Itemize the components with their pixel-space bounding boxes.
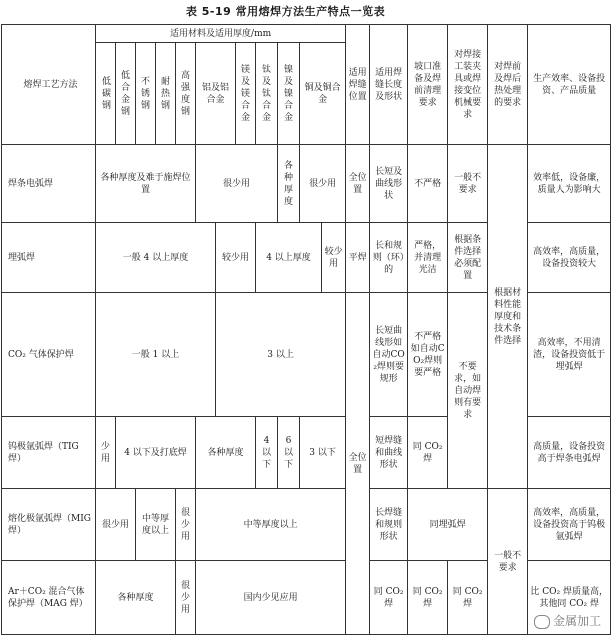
row-mag-m1: 各种厚度: [96, 561, 176, 635]
row-mag-fixture: 同 CO₂ 焊: [448, 561, 488, 635]
heat-common: 根据材料性能厚度和技术条件选择: [488, 145, 528, 489]
row-saw-groove: 严格，并清理光洁: [408, 223, 448, 293]
header-fixture: 对焊接工装夹具或焊接变位机械要求: [448, 25, 488, 145]
row-smaw-position: 全位置: [346, 145, 370, 223]
header-material: 高强度钢: [176, 43, 196, 145]
header-material: 低碳钢: [96, 43, 116, 145]
header-material: 不锈钢: [136, 43, 156, 145]
row-co2-fixture: 不要求，如自动焊则有要求: [448, 293, 488, 489]
row-co2-seam: 长短曲线形如自动CO₂焊则要规形: [370, 293, 408, 417]
row-smaw-groove: 不严格: [408, 145, 448, 223]
row-co2-groove: 不严格如自动CO₂焊则要严格: [408, 293, 448, 417]
row-mig-seam: 长焊缝和规则形状: [370, 489, 408, 561]
row-tig-name: 钨极氩弧焊（TIG 焊）: [2, 417, 96, 489]
watermark-text: 金属加工: [552, 614, 601, 628]
row-tig-m4: 4 以下: [256, 417, 278, 489]
row-saw-name: 埋弧焊: [2, 223, 96, 293]
header-materials-group: 适用材料及适用厚度/mm: [96, 25, 346, 43]
row-mig-m2: 中等厚度以上: [136, 489, 176, 561]
row-mig-m3: 很少用: [176, 489, 196, 561]
header-material: 镍及镍合金: [278, 43, 300, 145]
row-saw-m3: 4 以上厚度: [256, 223, 322, 293]
header-material: 钛及钛合金: [256, 43, 278, 145]
row-mig-groove-fixture: 同埋弧焊: [408, 489, 488, 561]
row-mig-quality: 高效率，高质量，设备投资高于钨极氩弧焊: [528, 489, 611, 561]
row-tig-seam: 短焊缝和曲线形状: [370, 417, 408, 489]
row-mag-seam: 同 CO₂ 焊: [370, 561, 408, 635]
header-quality: 生产效率、设备投资、产品质量: [528, 25, 611, 145]
watermark: [534, 612, 601, 629]
row-co2-quality: 高效率，不用清渣，设备投资低于埋弧焊: [528, 293, 611, 417]
header-seam: 适用焊缝长度及形状: [370, 25, 408, 145]
row-tig-m3: 各种厚度: [196, 417, 256, 489]
row-co2-name: CO₂ 气体保护焊: [2, 293, 96, 417]
row-saw-position: 平焊: [346, 223, 370, 293]
row-saw-seam: 长和规则（环）的: [370, 223, 408, 293]
row-tig-groove: 同 CO₂ 焊: [408, 417, 448, 489]
row-smaw-name: 焊条电弧焊: [2, 145, 96, 223]
header-material: 铜及铜合金: [300, 43, 346, 145]
row-mig-name: 熔化极氩弧焊（MIG 焊）: [2, 489, 96, 561]
row-mag-groove: 同 CO₂ 焊: [408, 561, 448, 635]
header-material: 耐热钢: [156, 43, 176, 145]
wechat-icon: [534, 615, 550, 629]
table-title: 表 5-19 常用熔焊方法生产特点一览表: [185, 5, 386, 18]
row-smaw-fixture: 一般不要求: [448, 145, 488, 223]
row-co2-m2: 3 以上: [216, 293, 346, 417]
header-material: 低合金钢: [116, 43, 136, 145]
header-process: 熔焊工艺方法: [2, 25, 96, 145]
row-tig-m6: 3 以下: [300, 417, 346, 489]
row-mig-heat: 一般不要求: [488, 489, 528, 635]
row-smaw-m3: 各种厚度: [278, 145, 300, 223]
row-saw-m2: 较少用: [216, 223, 256, 293]
row-tig-position: 全位置: [346, 293, 370, 635]
row-mag-quality: 比 CO₂ 焊质量高，其他同 CO₂ 焊: [528, 561, 611, 635]
row-mig-m4: 中等厚度以上: [196, 489, 346, 561]
row-tig-m2: 4 以下及打底焊: [116, 417, 196, 489]
row-smaw-quality: 效率低，设备廉，质量人为影响大: [528, 145, 611, 223]
row-smaw-seam: 长短及曲线形状: [370, 145, 408, 223]
row-smaw-m2: 很少用: [196, 145, 278, 223]
row-mag-name: Ar＋CO₂ 混合气体保护焊（MAG 焊）: [2, 561, 96, 635]
row-mig-m1: 很少用: [96, 489, 136, 561]
row-tig-quality: 高质量，设备投资高于焊条电弧焊: [528, 417, 611, 489]
header-groove: 坡口准备及焊前清理要求: [408, 25, 448, 145]
row-co2-m1: 一般 1 以上: [96, 293, 216, 417]
row-saw-quality: 高效率，高质量，设备投资较大: [528, 223, 611, 293]
row-saw-m1: 一般 4 以上厚度: [96, 223, 216, 293]
row-saw-fixture: 根据条件选择必须配置: [448, 223, 488, 293]
row-tig-m1: 少用: [96, 417, 116, 489]
header-heat: 对焊前及焊后热处理的要求: [488, 25, 528, 145]
header-material: 铝及铝合金: [196, 43, 236, 145]
row-smaw-m4: 很少用: [300, 145, 346, 223]
welding-methods-table: [1, 24, 611, 635]
row-tig-m5: 6 以下: [278, 417, 300, 489]
row-saw-m4: 较少用: [322, 223, 346, 293]
header-position: 适用焊缝位置: [346, 25, 370, 145]
row-mag-m3: 国内少见应用: [196, 561, 346, 635]
row-mag-m2: 很少用: [176, 561, 196, 635]
row-smaw-m1: 各种厚度及难于施焊位置: [96, 145, 196, 223]
header-material: 镁及镁合金: [236, 43, 256, 145]
